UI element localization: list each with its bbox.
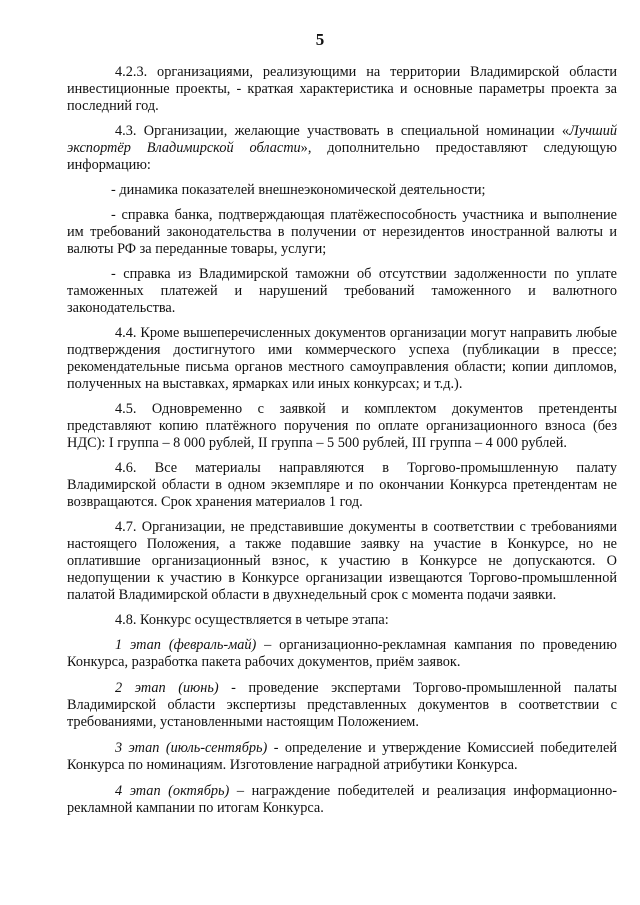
paragraph-4-2-3: 4.2.3. организациями, реализующими на территории Владимирской области инвестиционные проекты, - краткая характеристика и основные параметры проекта за последний год. [67,64,617,114]
paragraph-4-3-start: 4.3. Организации, желающие участвовать в специальной номинации « [115,123,570,139]
stage-4 [67,783,617,817]
paragraph-4-6: 4.6. Все материалы направляются в Торгово-промышленную палату Владимирской области в одном экземпляре и по окончании Конкурса претендентам не возвращаются. Срок хранения материалов 1 год. [67,460,617,510]
page-number: 5 [315,30,325,49]
nomination-title: Лучший экспортёр Владимирской области [67,123,617,156]
list-item-customs-certificate: - справка из Владимирской таможни об отсутствии задолженности по уплате таможенных платежей и нарушений требований таможенного и валютного законодательства. [67,266,617,316]
paragraph-4-3 [67,123,617,174]
paragraph-4-5: 4.5. Одновременно с заявкой и комплектом документов претенденты представляют копию платёжного поручения по оплате организационного взноса (без НДС): I группа – 8 000 рублей, II группа – 5 500 рублей, III группа – 4 000 рублей. [67,401,617,451]
stage-4-text: – награждение победителей и реализация информационно-рекламной кампании по итогам Конкурса. [67,783,618,816]
paragraph-4-8: 4.8. Конкурс осуществляется в четыре этапа: [115,612,389,628]
stage-3 [67,740,617,774]
stage-2-text: - проведение экспертами Торгово-промышленной палаты Владимирской области экспертизы представленных документов в соответствии с требованиями, установленными настоящим Положением. [67,680,617,730]
paragraph-4-7: 4.7. Организации, не представившие документы в соответствии с требованиями настоящего Положения, а также подавшие заявку на участие в Конкурсе, но не оплатившие организационный взнос, к участию в Конкурсе не допускаются. О недопущении к участию в Конкурсе организации извещаются Торгово-промышленной палатой Владимирской области в двухнедельный срок с момента подачи заявки. [67,519,617,603]
list-item-bank-certificate: - справка банка, подтверждающая платёжеспособность участника и выполнение им требований законодательства в получении от нерезидентов иностранной валюты и валюты РФ за переданные товары, услуги; [67,207,617,257]
stage-2 [67,680,617,731]
stage-1-label: 1 этап (февраль-май) [115,637,257,653]
document-body [67,64,617,826]
stage-4-label: 4 этап (октябрь) [115,783,230,799]
paragraph-4-3-end: », дополнительно предоставляют следующую информацию: [67,140,617,173]
paragraph-4-4: 4.4. Кроме вышеперечисленных документов организации могут направить любые подтверждения достигнутого ими коммерческого успеха (публикации в прессе; рекомендательные письма органов местного самоуправления области; копии дипломов, полученных на выставках, ярмарках или иных конкурсах; и т.д.). [67,325,617,392]
stage-1 [67,637,617,671]
stage-1-text: – организационно-рекламная кампания по проведению Конкурса, разработка пакета рабочих документов, приём заявок. [67,637,617,670]
stage-3-text: - определение и утверждение Комиссией победителей Конкурса по номинациям. Изготовление наградной атрибутики Конкурса. [67,740,617,773]
stage-2-label: 2 этап (июнь) [115,680,219,696]
stage-3-label: 3 этап (июль-сентябрь) [115,740,268,756]
list-item-trade-dynamics: - динамика показателей внешнеэкономической деятельности; [111,182,486,198]
